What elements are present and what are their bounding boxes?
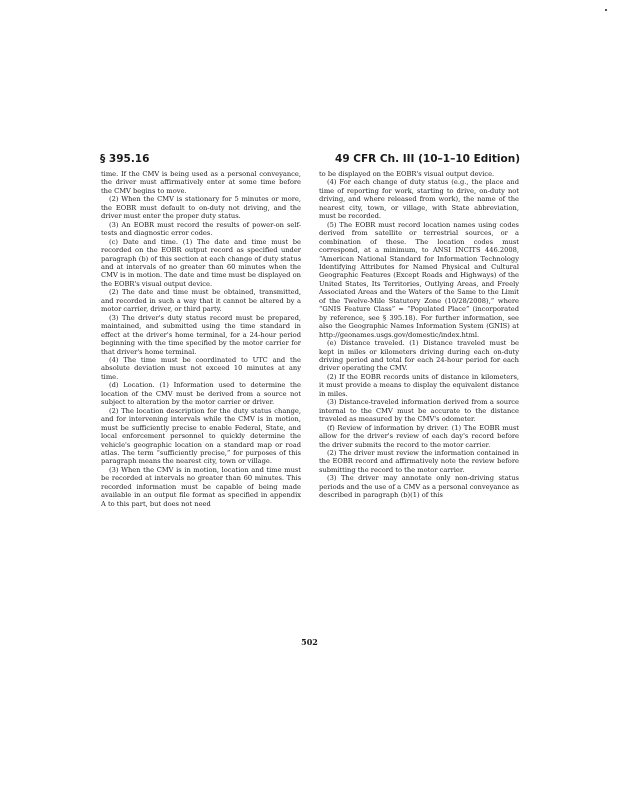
page-number: 502 <box>301 637 318 647</box>
paragraph: (3) When the CMV is in motion, location and time must be recorded at intervals no greater than 60 minutes. This recorded information must be capable of being made available in an output file format as specified in appendix A to this part, but does not need <box>101 465 301 508</box>
paragraph: (2) When the CMV is stationary for 5 minutes or more, the EOBR must default to on-duty not driving, and the driver must enter the proper duty status. <box>101 195 301 221</box>
paragraph: (3) Distance-traveled information derived from a source internal to the CMV must be accurate to the distance traveled as measured by the CMV's odometer. <box>319 398 519 424</box>
paragraph: (e) Distance traveled. (1) Distance traveled must be kept in miles or kilometers driving during each on-duty driving period and total for each 24-hour period for each driver operating the CMV. <box>319 339 519 373</box>
right-column <box>319 170 519 500</box>
running-header <box>100 153 520 169</box>
paragraph: (f) Review of information by driver. (1) The EOBR must allow for the driver's review of each day's record before the driver submits the record to the motor carrier. <box>319 423 519 449</box>
paragraph: (5) The EOBR must record location names using codes derived from satellite or terrestrial sources, or a combination of these. The location codes must correspond, at a minimum, to ANSI INCITS 446.2008, “American National Standard for Information Technology Identifying Attributes for Named Physical and Cultural Geographic Features (Except Roads and Highways) of the United States, Its Territories, Outlying Areas, and Freely Associated Areas and the Waters of the Same to the Limit of the Twelve-Mile Statutory Zone (10/28/2008),” where “GNIS Feature Class” = “Populated Place” (incorporated by reference, see § 395.18). For further information, see also the Geographic Names Information System (GNIS) at http://geonames.usgs.gov/domestic/index.html. <box>319 220 519 339</box>
paragraph: (3) An EOBR must record the results of power-on self-tests and diagnostic error codes. <box>101 220 301 238</box>
paragraph: time. If the CMV is being used as a personal conveyance, the driver must affirmatively enter at some time before the CMV begins to move. <box>101 170 301 195</box>
paragraph: (4) For each change of duty status (e.g., the place and time of reporting for work, starting to drive, on-duty not driving, and where released from work), the name of the nearest city, town, or village, with State abbreviation, must be recorded. <box>319 178 519 221</box>
paragraph: (3) The driver's duty status record must be prepared, maintained, and submitted using the time standard in effect at the driver's home terminal, for a 24-hour period beginning with the time specified by the motor carrier for that driver's home terminal. <box>101 313 301 356</box>
paragraph: (d) Location. (1) Information used to determine the location of the CMV must be derived from a source not subject to alteration by the motor carrier or driver. <box>101 381 301 407</box>
paragraph: (2) The date and time must be obtained, transmitted, and recorded in such a way that it cannot be altered by a motor carrier, driver, or third party. <box>101 288 301 314</box>
paragraph: (c) Date and time. (1) The date and time must be recorded on the EOBR output record as specified under paragraph (b) of this section at each change of duty status and at intervals of no greater than 60 minutes when the CMV is in motion. The date and time must be displayed on the EOBR's visual output device. <box>101 237 301 288</box>
paragraph: (4) The time must be coordinated to UTC and the absolute deviation must not exceed 10 minutes at any time. <box>101 355 301 381</box>
left-column <box>101 170 301 508</box>
section-number: § 395.16 <box>100 153 150 165</box>
corner-mark <box>605 9 607 11</box>
paragraph: (2) If the EOBR records units of distance in kilometers, it must provide a means to display the equivalent distance in miles. <box>319 372 519 398</box>
paragraph: (2) The driver must review the information contained in the EOBR record and affirmatively note the review before submitting the record to the motor carrier. <box>319 448 519 474</box>
paragraph: to be displayed on the EOBR's visual output device. <box>319 170 495 178</box>
paragraph: (2) The location description for the duty status change, and for intervening intervals while the CMV is in motion, must be sufficiently precise to enable Federal, State, and local enforcement personnel to quickly determine the vehicle's geographic location on a standard map or road atlas. The term “sufficiently precise,” for purposes of this paragraph means the nearest city, town or village. <box>101 406 301 466</box>
cfr-title: 49 CFR Ch. III (10–1–10 Edition) <box>335 153 520 165</box>
paragraph: (3) The driver may annotate only non-driving status periods and the use of a CMV as a personal conveyance as described in paragraph (b)(1) of this <box>319 474 519 500</box>
